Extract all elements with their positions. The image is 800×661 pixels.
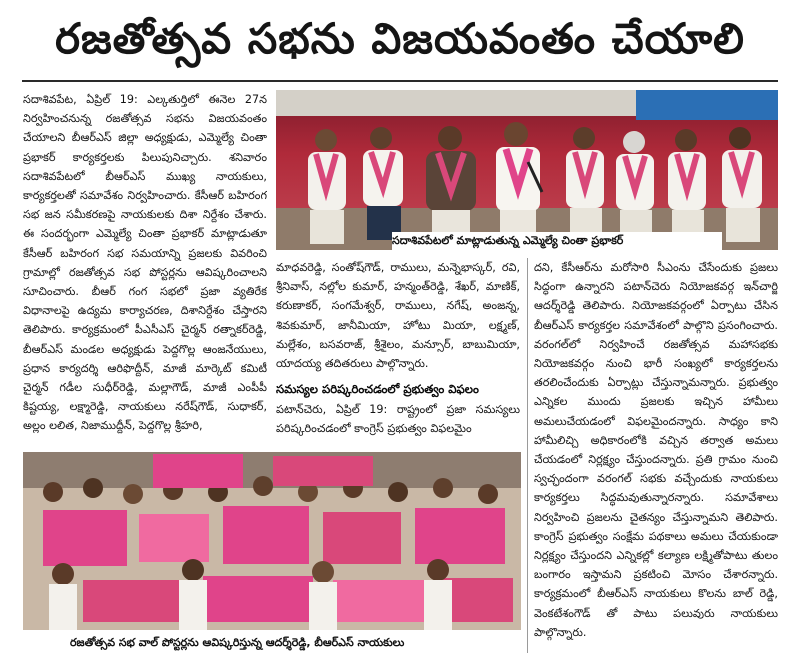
headline-rule	[22, 80, 778, 82]
stage-photo-caption: సదాశివపేటలో మాట్లాడుతున్న ఎమ్మెల్యే చింతా ప్రభాకర్	[392, 232, 722, 250]
column-divider	[527, 258, 528, 653]
headline: రజతోత్సవ సభను విజయవంతం చేయాలి	[55, 14, 745, 63]
article2-mid-column	[276, 400, 520, 442]
stage-meeting-illustration	[276, 90, 778, 250]
article1-mid-text: మాధవరెడ్డి, సంతోష్‌గౌడ్, రాములు, మన్నెభాస్కర్, రవి, శ్రీనివాస్, నల్లోల కుమార్, హన్మంత్‌రెడ్డి, శేఖర్, మాణిక్, కరుణాకర్, సంగమేశ్వర్, రాములు, నగేష్, అంజన్న, శివకుమార్, జానీమియా, హోటు మియా, లక్ష్మణ్, మల్లేశం, బసవరాజ్, శ్రీశైలం, మన్సూర్, బాబుమియా, యాదయ్య తదితరులు పాల్గొన్నారు.	[276, 261, 520, 371]
article2-mid-text: పటాన్‌చెరు, ఏప్రిల్ 19: రాష్ట్రంలో ప్రజా సమస్యలు పరిష్కరించడంలో కాంగ్రెస్ ప్రభుత్వం విఫలమైం	[276, 403, 520, 436]
article1-lead-column	[23, 90, 267, 450]
article1-mid-column	[276, 258, 520, 376]
article2-right-text: దని, కేసీఆర్‌ను మరోసారి సీఎంను చేసేందుకు ప్రజలు సిద్ధంగా ఉన్నారని పటాన్‌చెరు నియోజకవర్గ ఇన్‌చార్జి ఆదర్శ్‌రెడ్డి తెలిపారు. నియోజకవర్గంలో ఏర్పాటు చేసిన బీఆర్ఎస్ కార్యకర్తల సమావేశంలో పాల్గొని ప్రసంగించారు. వరంగల్‌లో నిర్వహించే రజతోత్సవ మహాసభకు నియోజకవర్గం నుంచి భారీ సంఖ్యలో కార్యకర్తలను తరలించేందుకు ఏర్పాట్లు చేస్తున్నామన్నారు. ప్రభుత్వం ఎన్నికల ముందు ప్రజలకు ఇచ్చిన హామీలు అమలుచేయడంలో విఫలమైందన్నారు. సాధ్యం కాని హామీలిచ్చి అధికారంలోకి వచ్చిన తర్వాత అమలు చేయడంలో నిర్లక్ష్యం చేస్తుందన్నారు. ప్రతి గ్రామం నుంచి స్వచ్ఛందంగా వరంగల్ సభకు వచ్చేందుకు నాయకులు కార్యకర్తలు సిద్ధమవుతున్నారన్నారు. సమావేశాలు నిర్వహించి ప్రజలను చైతన్యం చేస్తున్నామని తెలిపారు. కాంగ్రెస్ ప్రభుత్వం సంక్షేమ పథకాలు అమలు చేయకుండా నిర్లక్ష్యం చేస్తుందని ఎన్నికల్లో కల్యాణ లక్ష్మితోపాటు తులం బంగారం ఇస్తామని ప్రకటించి మోసం చేశారన్నారు. కార్యక్రమంలో బీఆర్ఎస్ నాయకులు కొలను బాల్ రెడ్డి, వెంకటేశంగౌడ్ తో పాటు పలువురు నాయకులు పాల్గొన్నారు.	[534, 261, 778, 639]
article2-subhead: సమస్యల పరిష్కరించడంలో ప్రభుత్వం విఫలం	[276, 382, 479, 396]
article1-lead-text: సదాశివపేట, ఏప్రిల్ 19: ఎల్కతుర్తిలో ఈనెల 27న నిర్వహించనున్న రజతోత్సవ సభను విజయవంతం చేయాలని బీఆర్ఎస్ జిల్లా అధ్యక్షుడు, ఎమ్మెల్యే చింతా ప్రభాకర్ కార్యకర్తలకు పిలుపునిచ్చారు. శనివారం సదాశివపేటలో బీఆర్ఎస్ ముఖ్య నాయకులు, కార్యకర్తలతో సమావేశం నిర్వహించారు. కేసీఆర్ బహిరంగ సభ జన సమీకరణపై నాయకులకు దిశా నిర్దేశం చేశారు. ఈ సందర్భంగా ఎమ్మెల్యే చింతా ప్రభాకర్ మాట్లాడుతూ కేసీఆర్ బహిరంగ సభ సమయాన్ని ప్రజలకు వివరించి గ్రామాల్లో రజతోత్సవ సభ పోస్టర్లను ఆవిష్కరించాలని సూచించారు. బీఆర్ గంగ సభలో ప్రజా వ్యతిరేక విధానాలపై ఉద్యమ కార్యాచరణ, దిశానిర్దేశం చేస్తారని తెలిపారు. కార్యక్రమంలో పీఎసీఎస్ చైర్మన్ రత్నాకర్‌రెడ్డి, బీఆర్ఎస్ మండల అధ్యక్షుడు పెద్దగొల్ల ఆంజనేయులు, ప్రధాన కార్యదర్శి ఆరిఫొద్దీన్, మాజీ మార్కెట్ కమిటీ చైర్మన్ గడీల సుధీర్‌రెడ్డి, మల్లాగౌడ్, మాజీ ఎంపీపీ కిష్టయ్య, లక్ష్మారెడ్డి, నాయకులు నరేష్‌గౌడ్, సుధాకర్, అల్లం లలిత, నిజాముద్దీన్, పెద్దగొల్ల శ్రీహరి,	[23, 93, 267, 433]
stage-meeting-photo	[276, 90, 778, 250]
poster-unveiling-photo	[23, 452, 521, 630]
poster-photo-caption: రజతోత్సవ సభ వాల్ పోస్టర్లను ఆవిష్కరిస్తున్న ఆదర్శ్‌రెడ్డి, బీఆర్ఎస్ నాయకులు	[70, 634, 520, 652]
poster-unveiling-illustration	[23, 452, 521, 630]
article2-right-column	[534, 258, 778, 653]
